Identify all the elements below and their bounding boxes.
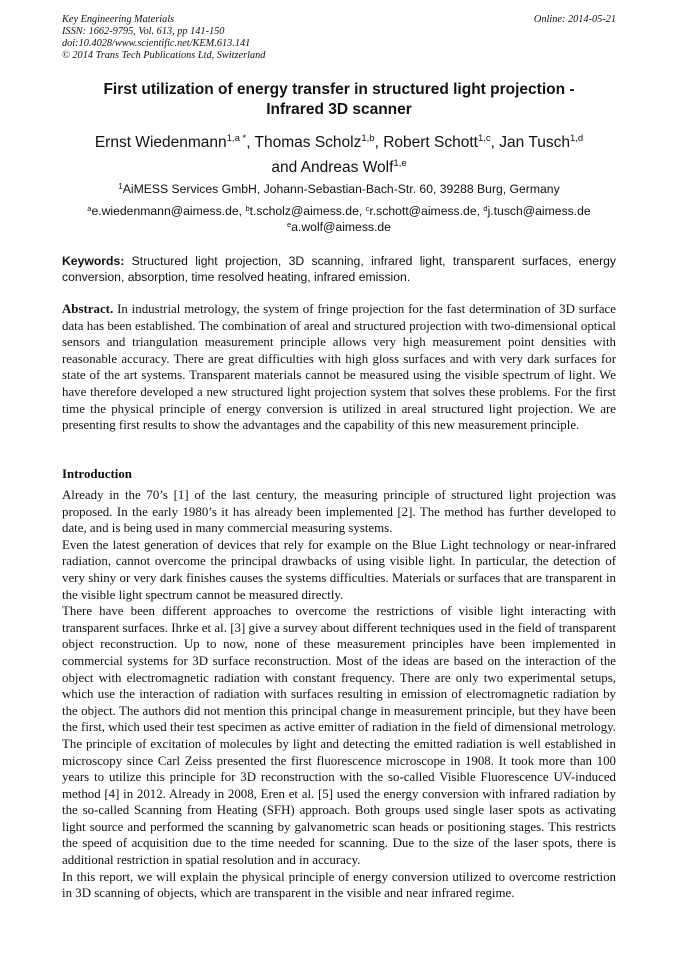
- journal-header: [62, 14, 616, 62]
- paragraph: Even the latest generation of devices that rely for example on the Blue Light technology or near-infrared radiation, cannot overcome the principal drawbacks of using visible light. In particular, the detection of very shiny or very dark finishes causes the systems difficulties. Materials or surfaces that are transparent in the visible light spectrum cannot be measured directly.: [62, 537, 616, 602]
- paragraph: Already in the 70’s [1] of the last century, the measuring principle of structured light projection was proposed. In the early 1980’s it has already been implemented [2]. The method has further developed to date, and is being used in many commercial measuring systems.: [62, 488, 616, 536]
- doi-line: doi:10.4028/www.scientific.net/KEM.613.141: [62, 38, 251, 49]
- email[interactable]: $^d$j.tusch@aimess.de: [483, 204, 591, 218]
- affiliation: $^1$AiMESS Services GmbH, Johann-Sebastian-Bach-Str. 60, 39288 Burg, Germany: [118, 182, 560, 196]
- introduction-heading: Introduction: [62, 467, 132, 481]
- email[interactable]: $^c$r.schott@aimess.de,: [365, 204, 484, 218]
- online-date: Online: 2014-05-21: [533, 14, 616, 25]
- author: and Andreas Wolf$^{1,e}$: [271, 158, 407, 176]
- abstract-section: [62, 301, 616, 434]
- email[interactable]: $^b$t.scholz@aimess.de,: [245, 204, 366, 218]
- author: Ernst Wiedenmann$^{1,a *}$,: [94, 133, 255, 151]
- introduction-body: [62, 487, 616, 902]
- keywords-label: Keywords:: [62, 254, 125, 268]
- author-emails: [62, 203, 616, 235]
- email[interactable]: $^e$a.wolf@aimess.de: [287, 220, 391, 234]
- journal-name: Key Engineering Materials: [62, 14, 175, 25]
- author: Robert Schott$^{1,c}$,: [383, 133, 500, 151]
- paragraph: In this report, we will explain the physical principle of energy conversion utilized to overcome restriction in 3D scanning of objects, which are transparent in the visible and near infrared regime.: [62, 869, 616, 901]
- title-line-2: Infrared 3D scanner: [266, 101, 412, 118]
- copyright-line: © 2014 Trans Tech Publications Ltd, Switzerland: [62, 50, 266, 61]
- keywords-text: Structured light projection, 3D scanning, infrared light, transparent surfaces, energy conversion, absorption, time resolved heating, infrared emission.: [62, 254, 616, 284]
- title-line-1: First utilization of energy transfer in structured light projection -: [103, 81, 575, 98]
- author: Thomas Scholz$^{1,b}$,: [254, 133, 384, 151]
- keywords-section: [62, 253, 616, 285]
- paragraph: There have been different approaches to overcome the restrictions of visible light interacting with transparent surfaces. Ihrke et al. [3] give a survey about different techniques used in the field of transparent object reconstruction. Up to now, none of these measurement principles have been implemented in commercial systems for 3D surface reconstruction. Most of the ideas are based on the interaction of the object with electromagnetic radiation with constant frequency. There are only two experimental setups, which use the interaction of radiation with surfaces resulting in emission of electromagnetic radiation by the object. The authors did not mention this principal change in measurement principle, but they have been the first, which used their test specimen as active emitter of radiation in the field of dimensional metrology. The principle of excitation of molecules by light and detecting the emitted radiation is well established in microscopy since Carl Zeiss presented the first fluorescence microscope in 1908. It took more than 100 years to utilize this principle for 3D reconstruction with the so-called Visible Fluorescence UV-induced method [4] in 2012. Already in 2008, Eren et al. [5] used the energy conversion with infrared radiation by the so-called Scanning from Heating (SFH) approach. Both groups used single laser spots as activating light source and performed the scanning by galvanometric scan heads or positioning stages. This restricts the speed of acquisition due to the time needed for scanning. Due to the size of the laser spots, there is additional restriction in spatial resolution and in accuracy.: [62, 604, 616, 868]
- abstract-text: In industrial metrology, the system of fringe projection for the fast determination of 3D surface data has been established. The combination of areal and structured projection with two-dimensional optical sensors and triangulation measurement principle allows very high measurement point densities with reasonable accuracy. There are great difficulties with high gloss surfaces and with very dark surfaces for state of the art systems. Transparent materials cannot be measured using the visible spectrum of light. We have therefore developed a new structured light projection system that solves these problems. For the first time the physical principle of energy conversion is utilized in areal structured light projection. We are presenting first results to show the advantages and the capability of this new measurement principle.: [62, 302, 616, 433]
- author: Jan Tusch$^{1,d}$: [499, 133, 584, 151]
- email[interactable]: $^a$e.wiedenmann@aimess.de,: [87, 204, 246, 218]
- author-list: [62, 130, 616, 180]
- abstract-label: Abstract.: [62, 302, 114, 316]
- issn-line: ISSN: 1662-9795, Vol. 613, pp 141-150: [62, 26, 225, 37]
- paper-title: [62, 80, 616, 120]
